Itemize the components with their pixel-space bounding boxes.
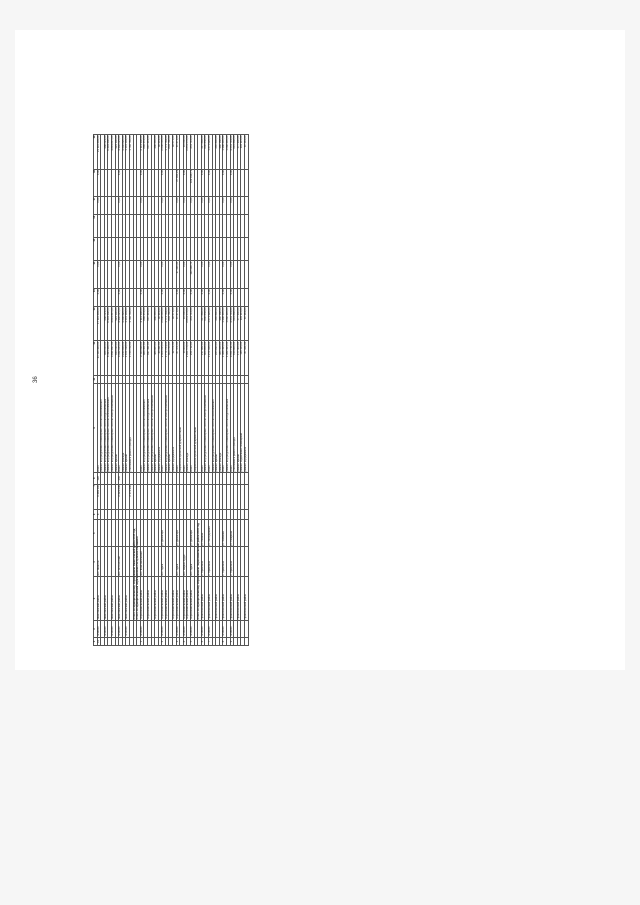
- table-cell: 17 119 449,00: [97, 306, 101, 340]
- table-cell: 1 771 764,00: [165, 341, 169, 375]
- table-cell: 4 342 025,00: [119, 341, 123, 375]
- table-cell: 265 890,00: [216, 135, 220, 170]
- table-cell: 8: [94, 473, 98, 484]
- table-cell: 155: [119, 473, 123, 484]
- table-cell: 0,00: [230, 197, 234, 215]
- table-cell: ремонт крыши: [216, 383, 220, 472]
- table-cell: 217 882,00: [201, 341, 205, 375]
- table-cell: 122 336,71: [191, 261, 195, 288]
- table-cell: всего: [119, 383, 123, 472]
- table-cell: 380 168,00: [219, 341, 223, 375]
- table-cell: 177 300,00: [237, 341, 241, 375]
- table-cell: 9: [230, 637, 234, 645]
- table-cell: 7214000: [104, 620, 108, 637]
- table-cell: 0,00: [97, 288, 101, 306]
- table-cell: 7216000: [140, 620, 144, 637]
- table-cell: 968 023,00: [104, 135, 108, 170]
- table-cell: 2 851 576,00: [187, 135, 191, 170]
- table-cell: всего: [140, 383, 144, 472]
- table-cell: 1 769 762,00: [129, 306, 133, 340]
- table-cell: Яшалтинский район: [119, 577, 123, 621]
- table-cell: 2: [162, 637, 166, 645]
- table-cell: 217 882,00: [201, 135, 205, 170]
- table-cell: 177 300,00: [237, 135, 241, 170]
- table-cell: ремонт фасада: [122, 383, 126, 472]
- table-cell: 889 451,00: [144, 135, 148, 170]
- table-cell: утепление и ремонт фасада: [234, 383, 238, 472]
- table-cell: 5: [191, 637, 195, 645]
- table-cell: 7214000: [126, 620, 130, 637]
- table-cell: пос. Эсто-Алтай: [119, 547, 123, 577]
- table-cell: 7214000: [119, 620, 123, 637]
- table-cell: 32 571,00: [173, 135, 177, 170]
- table-cell: 7216000: [191, 620, 195, 637]
- table-cell: 6: [94, 509, 98, 519]
- table-cell: 0,00: [140, 197, 144, 215]
- table-cell: [244, 484, 248, 509]
- table-cell: 1 082 495,00: [226, 135, 230, 170]
- table-cell: 12: [94, 306, 98, 340]
- table-cell: 380 168,00: [219, 306, 223, 340]
- table-cell: 265 890,00: [216, 341, 220, 375]
- table-cell: всего: [201, 383, 205, 472]
- table-cell: 1 771 764,00: [165, 306, 169, 340]
- table-cell: 0,00: [209, 261, 213, 288]
- table-cell: ремонт крыши: [115, 383, 119, 472]
- table-cell: 0,00: [162, 169, 166, 196]
- table-cell: Приютненский район: [209, 577, 213, 621]
- table-cell: 3: [176, 637, 180, 645]
- table-cell: ремонт фундамента: [244, 383, 248, 472]
- table-cell: ремонт подвальных помещений: [241, 383, 245, 472]
- table-cell: 889 451,00: [144, 341, 148, 375]
- table-cell: 128: [97, 473, 101, 484]
- table-cell: 1 388 495,00: [223, 306, 227, 340]
- table-cell: ремонт внутридомовых инженерных систем газоснабжения: [212, 383, 216, 472]
- table-cell: 10 000,00: [183, 341, 187, 375]
- table-cell: 0,00: [119, 169, 123, 196]
- table-cell: 2 223 636: [119, 484, 123, 509]
- table-cell: Черноземельский район: [155, 577, 159, 621]
- table-body: [94, 135, 249, 646]
- table-cell: 21 119 449,00: [97, 341, 101, 375]
- table-cell: 0,00: [223, 261, 227, 288]
- table-cell: Приютненский район: [201, 577, 205, 621]
- table-cell: 19: [94, 135, 98, 170]
- table-cell: 177 300,00: [237, 306, 241, 340]
- table-cell: 0,00: [209, 169, 213, 196]
- table-cell: 7216000: [176, 620, 180, 637]
- table-cell: [244, 238, 248, 261]
- table-cell: 0,00: [140, 288, 144, 306]
- table-cell: 923 130,00: [115, 135, 119, 170]
- table-cell: Черноземельский район: [183, 577, 187, 621]
- table-cell: 0,00: [119, 197, 123, 215]
- table-cell: 7218000: [223, 620, 227, 637]
- table-cell: ремонт внутридомовых инженерных систем электроснабжения: [205, 383, 209, 472]
- table-cell: 5: [94, 520, 98, 547]
- table-cell: Приютненский район: [244, 577, 248, 621]
- table-cell: Черноземельский район: [187, 577, 191, 621]
- table-cell: утепление и ремонт фасада: [129, 383, 133, 472]
- table-cell: 6 494 448,00: [108, 135, 112, 170]
- table-cell: Приютненский район: [230, 577, 234, 621]
- table-cell: 0,00: [230, 169, 234, 196]
- table-cell: 6 494 448,00: [108, 306, 112, 340]
- table-cell: ремонт фундамента: [158, 383, 162, 472]
- table-cell: 16: [94, 215, 98, 238]
- table-cell: Черноземельский район: [173, 577, 177, 621]
- table-cell: 2 851 576,00: [187, 306, 191, 340]
- table-cell: 195 115,00: [241, 341, 245, 375]
- table-cell: 9: [94, 383, 98, 472]
- table-cell: [244, 197, 248, 215]
- table-cell: 7214000: [97, 620, 101, 637]
- table-cell: 7216000: [162, 620, 166, 637]
- table-cell: 380 168,00: [219, 135, 223, 170]
- table-cell: 27 491,21: [176, 261, 180, 288]
- page-number: 36: [33, 376, 39, 383]
- table-cell: 4 551 741,00: [230, 306, 234, 340]
- table-cell: пос. Яшалта: [97, 547, 101, 577]
- table-cell: 803 760,00: [169, 306, 173, 340]
- table-cell: 486 665,00: [155, 135, 159, 170]
- table-cell: всего: [191, 383, 195, 472]
- table-cell: 87 471,00: [176, 135, 180, 170]
- table-cell: 2 608 095,00: [162, 306, 166, 340]
- table-cell: всего: [97, 383, 101, 472]
- table-cell: 87 161,00: [244, 341, 248, 375]
- table-cell: Приютненский район: [223, 577, 227, 621]
- table-cell: 122 336,71: [191, 169, 195, 196]
- table-cell: [244, 620, 248, 637]
- rotated-table-wrapper: [93, 134, 413, 646]
- table-cell: [244, 637, 248, 645]
- table-cell: 1 101 199,00: [126, 135, 130, 170]
- table-cell: [244, 169, 248, 196]
- table-cell: 7218000: [201, 620, 205, 637]
- table-cell: 4: [94, 547, 98, 577]
- table-cell: 14: [94, 261, 98, 288]
- table-cell: ремонт фундамента: [173, 383, 177, 472]
- capital-repair-table: [93, 134, 249, 646]
- table-cell: 32 571,00: [173, 341, 177, 375]
- table-cell: 1 388 495,00: [223, 135, 227, 170]
- table-cell: с. Приютное: [209, 547, 213, 577]
- table-cell: ул. Джангара: [176, 520, 180, 547]
- table-cell: 0,00: [183, 169, 187, 196]
- table-cell: [244, 261, 248, 288]
- table-cell: 0,00: [162, 261, 166, 288]
- table-cell: 0,00: [201, 169, 205, 196]
- table-cell: 251 712,00: [191, 341, 195, 375]
- table-cell: 1 082 495,00: [226, 341, 230, 375]
- table-cell: 0,00: [140, 169, 144, 196]
- table-cell: 10: [94, 375, 98, 383]
- table-cell: 0,00: [209, 288, 213, 306]
- table-cell: с. Приютное: [230, 547, 234, 577]
- table-cell: 0,00: [162, 288, 166, 306]
- table-cell: 2 113 998,00: [140, 341, 144, 375]
- table-cell: 600 856,00: [205, 341, 209, 375]
- table-cell: 2: [94, 620, 98, 637]
- table-cell: 1: [94, 637, 98, 645]
- table-cell: всего: [183, 383, 187, 472]
- table-cell: 251 712,00: [191, 306, 195, 340]
- table-cell: 0,00: [97, 197, 101, 215]
- table-cell: 87 471,00: [176, 306, 180, 340]
- table-cell: 3: [94, 577, 98, 621]
- table-cell: Приютненский район: [237, 577, 241, 621]
- table-cell: 10 000,00: [183, 306, 187, 340]
- table-cell: 0,00: [162, 197, 166, 215]
- table-cell: всего: [209, 383, 213, 472]
- table-cell: 87 161,00: [244, 135, 248, 170]
- table-cell: ремонт крыши: [237, 383, 241, 472]
- table-cell: [244, 520, 248, 547]
- table-cell: 0,00: [230, 288, 234, 306]
- table-cell: ремонт внутридомовых инженерных систем газоснабжения: [144, 383, 148, 472]
- table-cell: 11: [94, 341, 98, 375]
- table-cell: ремонт фасада: [219, 383, 223, 472]
- table-cell: 0,00: [201, 288, 205, 306]
- table-cell: 2 173 906: [129, 484, 133, 509]
- table-cell: 1 771 764,00: [165, 135, 169, 170]
- table-cell: ул. Джангара: [191, 520, 195, 547]
- table-cell: 6 483 100: [97, 484, 101, 509]
- table-cell: 0,00: [183, 288, 187, 306]
- table-cell: 87 471,00: [176, 341, 180, 375]
- table-cell: пос. Комсомольский: [140, 547, 144, 577]
- table-cell: разработка проектной документации: [180, 383, 184, 472]
- table-cell: 8: [97, 509, 101, 519]
- table-cell: Черноземельский район: [176, 577, 180, 621]
- table-cell: 4: [183, 637, 187, 645]
- table-cell: 3 240 826,00: [122, 135, 126, 170]
- table-cell: ремонт внутридомовых инженерных систем газоснабжения: [101, 383, 105, 472]
- table-cell: всего: [223, 383, 227, 472]
- table-cell: 2 608 095,00: [162, 341, 166, 375]
- table-cell: 7214000: [111, 620, 115, 637]
- table-cell: 1 769 762,00: [129, 135, 133, 170]
- table-cell: 923 130,00: [115, 341, 119, 375]
- table-cell: ул. Молодежная: [209, 520, 213, 547]
- table-cell: Приютненский район: [216, 577, 220, 621]
- table-cell: 1 101 199,00: [126, 341, 130, 375]
- table-cell: 923 130,00: [115, 306, 119, 340]
- table-cell: ул. Ленина: [201, 520, 205, 547]
- table-cell: 0,00: [119, 288, 123, 306]
- table-cell: 0,00: [209, 197, 213, 215]
- table-cell: 4 342 025,00: [119, 135, 123, 170]
- table-cell: 7216000: [183, 620, 187, 637]
- table-cell: 968 023,00: [104, 306, 108, 340]
- table-cell: Яшалтинский район: [97, 577, 101, 621]
- table-cell: 17: [94, 197, 98, 215]
- table-cell: 0,00: [119, 261, 123, 288]
- table-cell: [244, 288, 248, 306]
- table-cell: 195 115,00: [241, 306, 245, 340]
- table-cell: 1 082 495,00: [226, 306, 230, 340]
- table-cell: 968 023,00: [104, 341, 108, 375]
- table-cell: 0,00: [176, 197, 180, 215]
- table-cell: 697 491,00: [147, 306, 151, 340]
- table-cell: Черноземельский район: [165, 577, 169, 621]
- table-cell: 0,00: [201, 197, 205, 215]
- table-cell: ремонт внутридомовых инженерных систем теплоснабжения: [108, 383, 112, 472]
- table-cell: 803 760,00: [169, 135, 173, 170]
- table-cell: ремонт крыши: [169, 383, 173, 472]
- table-cell: 7218000: [209, 620, 213, 637]
- table-cell: 1 271 926,00: [209, 135, 213, 170]
- table-cell: 697 491,00: [147, 135, 151, 170]
- table-cell: 251 712,00: [191, 135, 195, 170]
- table-cell: 18: [94, 169, 98, 196]
- table-cell: Итого по муниципальным образованиям Республики Калмыкия: [136, 536, 140, 620]
- table-cell: 803 760,00: [169, 341, 173, 375]
- table-cell: ремонт внутридомовых инженерных систем водоснабжения: [147, 383, 151, 472]
- table-cell: ремонт внутридомовых инженерных систем водоснабжения: [226, 383, 230, 472]
- table-cell: 3 240 826,00: [122, 341, 126, 375]
- table-cell: всего: [230, 383, 234, 472]
- table-cell: 87 161,00: [244, 306, 248, 340]
- table-cell: ул. Джангара: [162, 520, 166, 547]
- table-cell: 7: [209, 637, 213, 645]
- table-cell: 15: [94, 238, 98, 261]
- table-cell: 4 551 741,00: [230, 341, 234, 375]
- table-cell: 4 891 897,00: [111, 341, 115, 375]
- table-cell: Черноземельский район: [147, 577, 151, 621]
- table-cell: 4 891 897,00: [111, 135, 115, 170]
- table-cell: ул. Тюбеева: [223, 520, 227, 547]
- table-cell: 486 665,00: [155, 341, 159, 375]
- table-cell: 8: [223, 637, 227, 645]
- table-cell: Яшалтинский район: [111, 577, 115, 621]
- table-cell: 1: [140, 637, 144, 645]
- table-cell: [244, 547, 248, 577]
- table-cell: 31: [97, 637, 101, 645]
- table-cell: Итого по муниципальному образованию Черноземельский район 2015 год: [197, 523, 201, 620]
- table-cell: 13: [94, 288, 98, 306]
- table-cell: 0,00: [223, 288, 227, 306]
- table-cell: [244, 215, 248, 238]
- table-cell: 0,00: [97, 261, 101, 288]
- table-cell: разработка проектной документации: [194, 383, 198, 472]
- table-cell: Итого по муниципальному образованию Яшалтинский район 2015 год: [132, 528, 136, 620]
- table-cell: ремонт крыши: [155, 383, 159, 472]
- table-cell: Яшалтинский район: [126, 577, 130, 621]
- table-cell: 0,00: [191, 197, 195, 215]
- table-cell: 27 491,21: [176, 169, 180, 196]
- table-cell: пос. Адык: [162, 547, 166, 577]
- table-cell: пос. Адык: [191, 547, 195, 577]
- table-cell: 0,00: [140, 261, 144, 288]
- table-cell: Черноземельский район: [162, 577, 166, 621]
- table-cell: 619 866,00: [234, 341, 238, 375]
- table-cell: ремонт внутридомовых инженерных систем электроснабжения: [111, 383, 115, 472]
- table-cell: 265 890,00: [216, 306, 220, 340]
- table-cell: 10 000,00: [183, 135, 187, 170]
- table-cell: 1 388 495,00: [223, 341, 227, 375]
- table-cell: 2 113 998,00: [140, 135, 144, 170]
- table-cell: 2 113 998,00: [140, 306, 144, 340]
- table-cell: [244, 473, 248, 484]
- table-cell: 0,00: [201, 261, 205, 288]
- table-cell: 697 491,00: [147, 341, 151, 375]
- table-cell: 0,00: [97, 169, 101, 196]
- table-cell: ремонт внутридомовых инженерных систем водоснабжения: [104, 383, 108, 472]
- table-cell: 4 891 897,00: [111, 306, 115, 340]
- table-cell: [244, 375, 248, 383]
- table-cell: 1 271 926,00: [209, 341, 213, 375]
- table-cell: 195 115,00: [241, 135, 245, 170]
- table-cell: 7: [94, 484, 98, 509]
- table-cell: пос. Адык: [176, 547, 180, 577]
- table-cell: [244, 509, 248, 519]
- table-cell: 4 342 025,00: [119, 306, 123, 340]
- table-cell: 0,00: [191, 288, 195, 306]
- table-cell: ремонт фасада: [187, 383, 191, 472]
- table-cell: всего: [162, 383, 166, 472]
- table-cell: 40 391,00: [158, 135, 162, 170]
- table-cell: ремонт крыши: [126, 383, 130, 472]
- table-cell: Черноземельский район: [140, 577, 144, 621]
- table-cell: 619 866,00: [234, 306, 238, 340]
- table-cell: 2 608 095,00: [162, 135, 166, 170]
- table-row: [244, 135, 248, 646]
- table-cell: ремонт внутридомовых инженерных систем электроснабжения: [165, 383, 169, 472]
- table-cell: 1 101 199,00: [126, 306, 130, 340]
- table-cell: с. Приютное: [201, 547, 205, 577]
- table-cell: ремонт внутридомовых инженерных систем электроснабжения: [151, 383, 155, 472]
- table-cell: 0,00: [176, 288, 180, 306]
- table-cell: всего: [176, 383, 180, 472]
- table-cell: 217 882,00: [201, 306, 205, 340]
- table-cell: 600 856,00: [205, 135, 209, 170]
- table-cell: Черноземельский район: [191, 577, 195, 621]
- table-cell: 0,00: [183, 261, 187, 288]
- table-cell: 0,00: [223, 169, 227, 196]
- table-cell: 1 769 762,00: [129, 341, 133, 375]
- table-cell: 889 451,00: [144, 306, 148, 340]
- table-cell: 1 271 926,00: [209, 306, 213, 340]
- table-cell: 40 391,00: [158, 306, 162, 340]
- table-cell: 21 119 449,00: [97, 135, 101, 170]
- table-cell: 4 551 741,00: [230, 135, 234, 170]
- table-cell: 3 240 826,00: [122, 306, 126, 340]
- table-cell: 0,00: [230, 261, 234, 288]
- table-cell: 0,00: [183, 197, 187, 215]
- table-cell: 40 391,00: [158, 341, 162, 375]
- table-cell: ул. Гагарина: [230, 520, 234, 547]
- table-cell: 32 571,00: [173, 306, 177, 340]
- table-cell: 2 851 576,00: [187, 341, 191, 375]
- table-cell: пос. Нарын Худук: [183, 547, 187, 577]
- table-cell: 7218000: [230, 620, 234, 637]
- table-cell: 0,00: [223, 197, 227, 215]
- table-cell: Яшалтинский район: [104, 577, 108, 621]
- table-cell: с. Приютное: [223, 547, 227, 577]
- table-cell: 486 665,00: [155, 306, 159, 340]
- table-cell: 600 856,00: [205, 306, 209, 340]
- table-cell: 6 494 448,00: [108, 341, 112, 375]
- table-cell: 619 866,00: [234, 135, 238, 170]
- table-cell: 6: [201, 637, 205, 645]
